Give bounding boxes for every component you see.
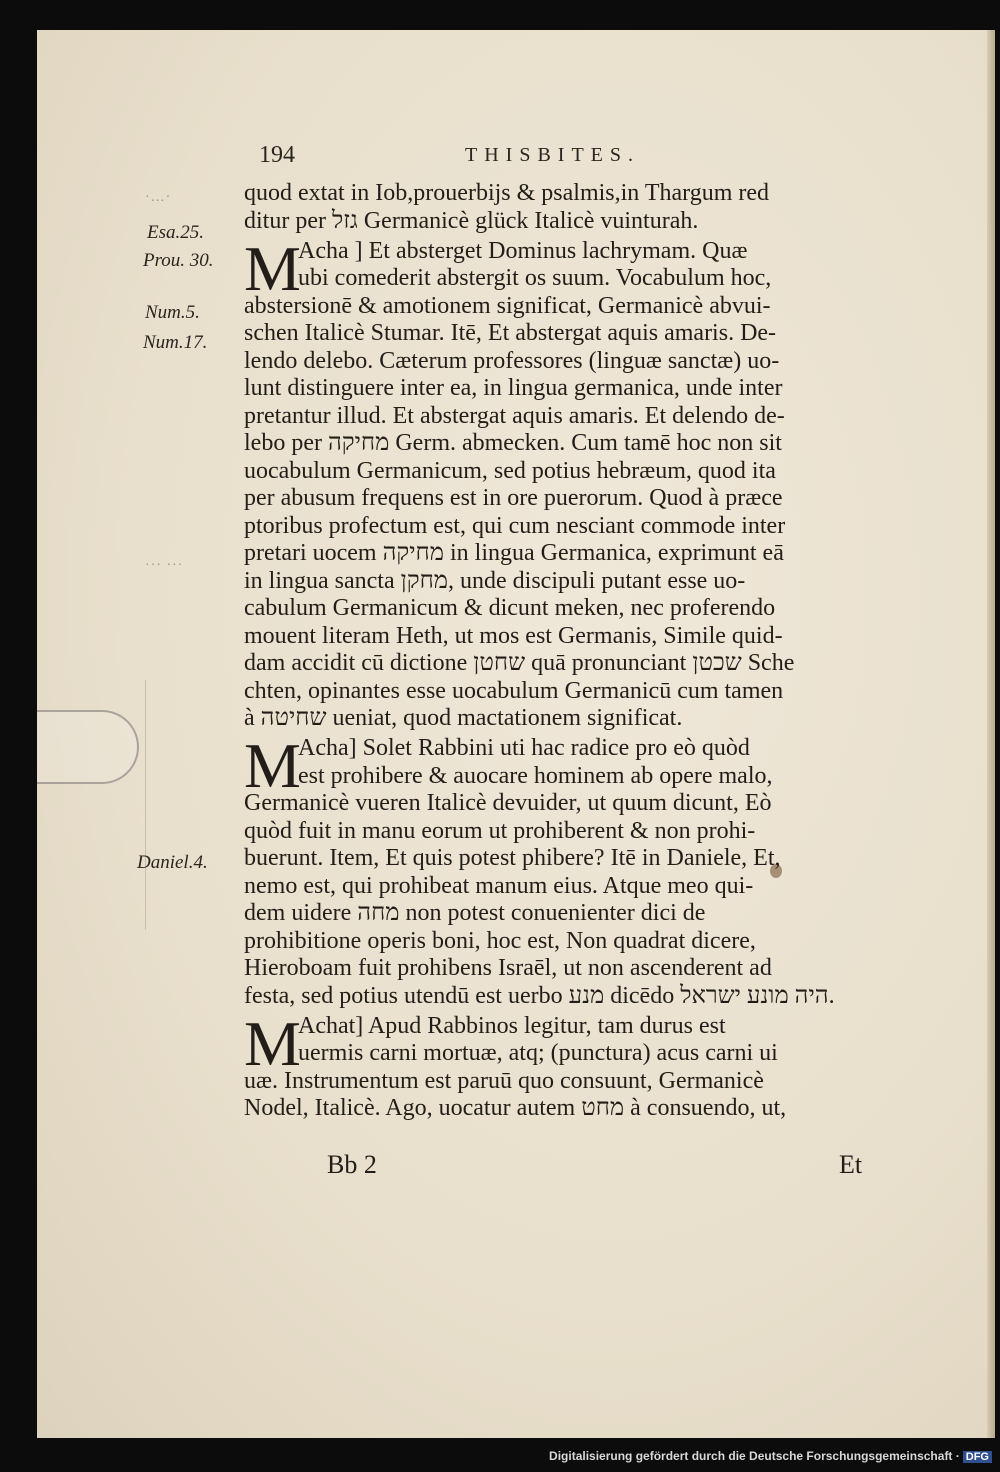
section-macha xyxy=(244,232,934,736)
text-line: lendo delebo. Cæterum professores (linguæ sanctæ) uo- xyxy=(244,347,780,374)
drop-cap: M xyxy=(244,730,301,801)
section-machat xyxy=(244,1007,934,1123)
running-title: THISBITES. xyxy=(465,144,640,166)
text-line: festa, sed potius utendū est uerbo מנע dicēdo היה מונע ישראל. xyxy=(244,982,835,1009)
credit-text: Digitalisierung gefördert durch die Deutsche Forschungsgemeinschaft · xyxy=(549,1449,960,1463)
section-macha-2 xyxy=(244,730,934,1013)
text-line: Acha ] Et absterget Dominus lachrymam. Quæ xyxy=(298,237,748,264)
text-line: prohibitione operis boni, hoc est, Non quadrat dicere, xyxy=(244,927,756,954)
text-line: uermis carni mortuæ, atq; (punctura) acus carni ui xyxy=(298,1040,778,1066)
text-line: abstersionē & amotionem significat, Germanicè abvui- xyxy=(244,292,771,319)
text-line: per abusum frequens est in ore puerorum. Quod à præce xyxy=(244,485,783,511)
text-line: schen Italicè Stumar. Itē, Et abstergat aquis amaris. De- xyxy=(244,320,777,346)
text-line: nemo est, qui prohibeat manum eius. Atque meo qui- xyxy=(244,872,754,899)
text-line: Nodel, Italicè. Ago, uocatur autem מחט à consuendo, ut, xyxy=(244,1095,787,1121)
text-line: quod extat in Iob,prouerbijs & psalmis,in Thargum red xyxy=(244,180,770,206)
text-line: Germanicè vueren Italicè devuider, ut quum dicunt, Eò xyxy=(244,790,772,816)
text-line: chten, opinantes esse uocabulum Germanicū cum tamen xyxy=(244,677,784,704)
margin-note: Esa.25. xyxy=(147,222,204,243)
text-line: lunt distinguere inter ea, in lingua germanica, unde inter xyxy=(244,375,783,401)
body-text xyxy=(244,180,934,1123)
margin-notes xyxy=(37,30,257,1438)
margin-note: Prou. 30. xyxy=(143,250,214,271)
text-line: ptoribus profectum est, qui cum nesciant commode inter xyxy=(244,512,786,539)
margin-note: Num.17. xyxy=(143,332,208,353)
text-line: Hieroboam fuit prohibens Israēl, ut non ascenderent ad xyxy=(244,955,772,981)
page-edge xyxy=(987,30,995,1438)
text-line: est prohibere & auocare hominem ab opere malo, xyxy=(298,762,773,789)
text-line: dem uidere מחה non potest conuenienter dici de xyxy=(244,900,706,926)
folio-number: 194 xyxy=(259,142,295,168)
margin-note: Num.5. xyxy=(145,302,200,323)
text-line: pretari uocem מחיקה in lingua Germanica, exprimunt eā xyxy=(244,540,784,566)
text-line: ditur per גזל Germanicè glück Italicè vuinturah. xyxy=(244,207,699,234)
text-line: quòd fuit in manu eorum ut prohiberent & non prohi- xyxy=(244,817,756,844)
text-line: uæ. Instrumentum est paruū quo consuunt, Germanicè xyxy=(244,1067,764,1094)
drop-cap: M xyxy=(244,232,301,304)
text-line: à שחיטה ueniat, quod mactationem significat. xyxy=(244,705,683,731)
text-line: pretantur illud. Et abstergat aquis amaris. Et delendo de- xyxy=(244,402,785,429)
text-line: Acha] Solet Rabbini uti hac radice pro eò quòd xyxy=(298,735,750,761)
book-page xyxy=(37,30,995,1438)
signature-mark: Bb 2 xyxy=(327,1150,377,1179)
text-line: dam accidit cū dictione שחטן quā pronunciant שכטן Sche xyxy=(244,650,795,676)
text-line: in lingua sancta מחקן, unde discipuli putant esse uo- xyxy=(244,567,746,594)
text-line: uocabulum Germanicum, sed potius hebræum, quod ita xyxy=(244,457,776,484)
dfg-logo: DFG xyxy=(963,1451,992,1463)
text-line: ubi comederit abstergit os suum. Vocabulum hoc, xyxy=(298,265,772,291)
text-line: mouent literam Heth, ut mos est Germanis, Simile quid- xyxy=(244,622,783,649)
catchword: Et xyxy=(839,1150,863,1179)
margin-note-faint: ·…· xyxy=(145,190,172,205)
digitization-credit xyxy=(549,1449,992,1463)
page-footer xyxy=(37,1150,995,1190)
margin-note: Daniel.4. xyxy=(137,852,208,873)
text-line: buerunt. Item, Et quis potest phibere? Itē in Daniele, Et, xyxy=(244,845,781,871)
text-line: cabulum Germanicum & dicunt meken, nec proferendo xyxy=(244,595,776,621)
text-line: Achat] Apud Rabbinos legitur, tam durus est xyxy=(298,1012,726,1039)
text-line: lebo per מחיקה Germ. abmecken. Cum tamē hoc non sit xyxy=(244,430,782,456)
margin-note-faint: ··· ··· xyxy=(145,558,184,573)
drop-cap: M xyxy=(244,1007,301,1079)
